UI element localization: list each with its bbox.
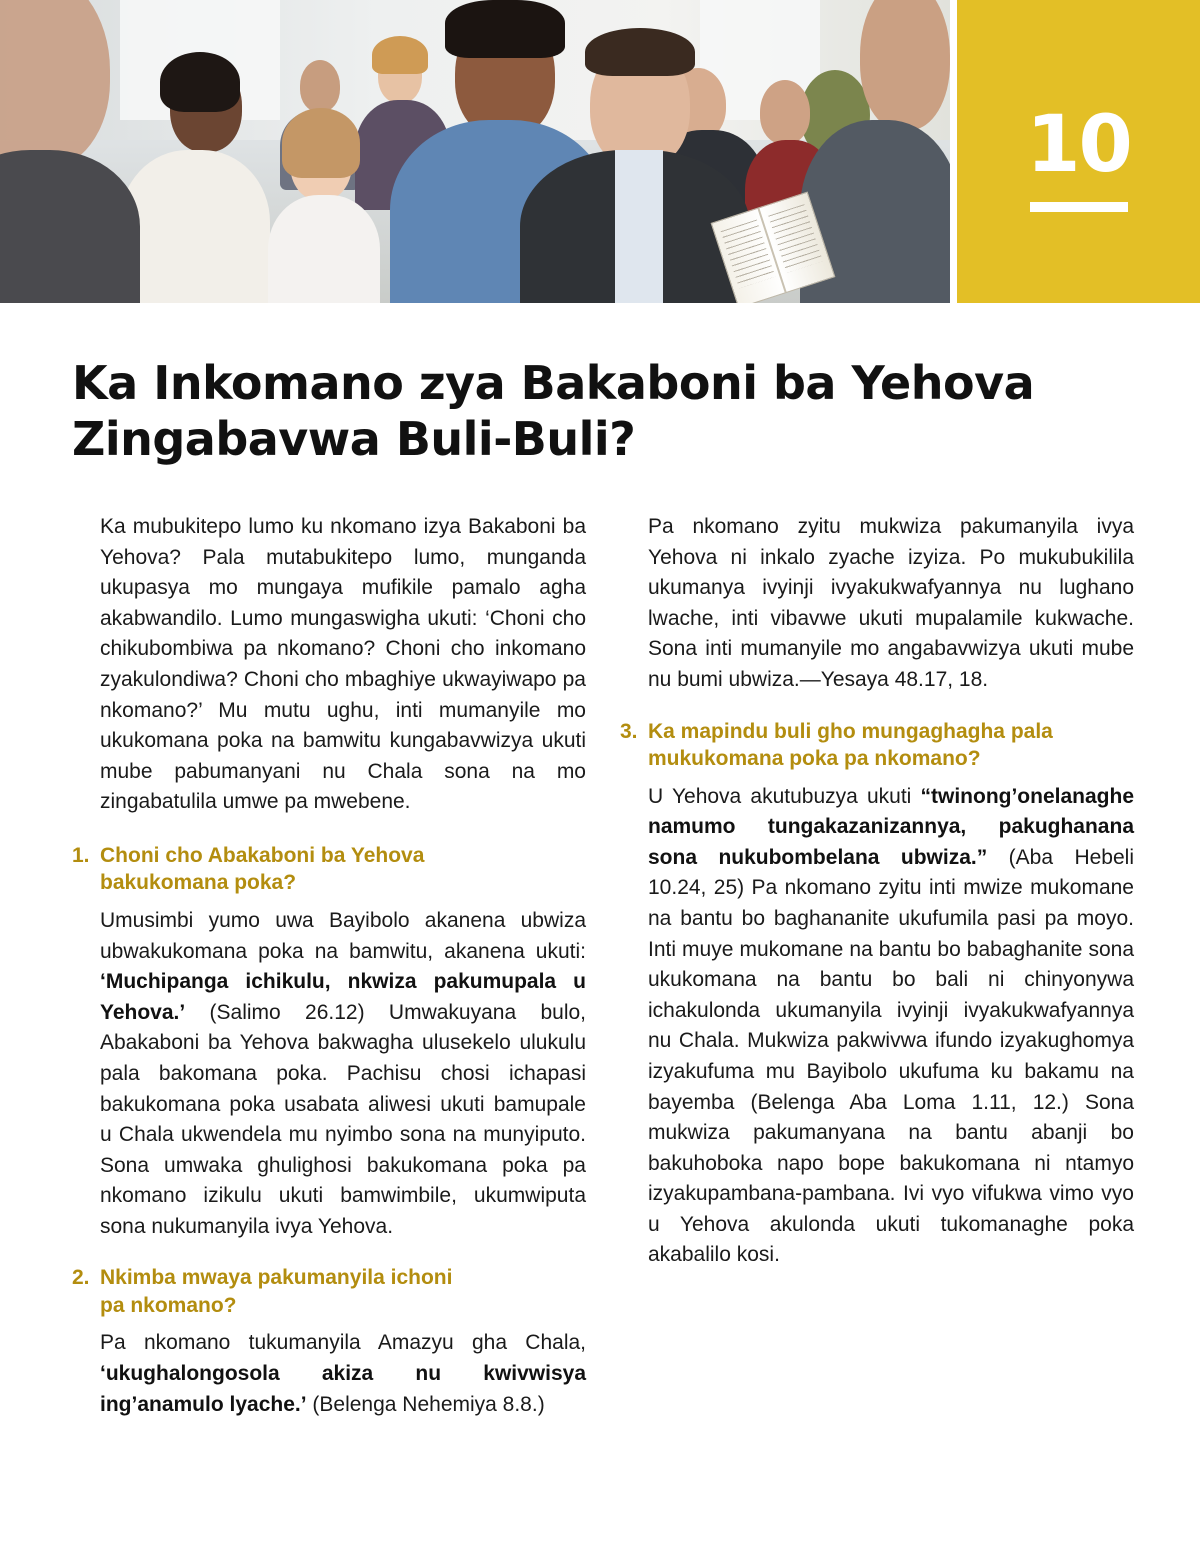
question-2-number: 2.: [72, 1266, 90, 1290]
question-2-answer-continued: Pa nkomano zyitu mukwiza pakumanyila ivya Yehova ni inkalo zyache izyiza. Po mukubukilila ukumanya ivyinji ivyakukwafyannya nu lughano lwache, inti vibavwe ukuti mupalamile kukwache. Sona inti mumanyile mo angabavwizya ukuti mube nu bumi ubwiza.—Yesaya 48.17, 18.: [648, 515, 1134, 691]
question-3-heading: [620, 718, 1134, 773]
question-1-scripture-quote: ‘Muchipanga ichikulu, nkwiza pakumupala u Yehova.’: [100, 970, 586, 1024]
question-2-answer: [72, 1328, 586, 1420]
question-1-text-b: (Salimo 26.12) Umwakuyana bulo, Abakaboni ba Yehova bakwagha ulusekelo ulukulu pala bakomana poka. Pachisu chosi ichapasi bakukomana poka usabata aliwesi ukuti bamupale u Chala ukwendela mu nyimbo sona na munyiputo. Sona umwaka ghulighosi bakukomana poka pa nkomano izikulu ukuti bamwimbile, ukumwiputa sona nukumanyila ivya Yehova.: [100, 1000, 586, 1238]
question-2-heading: [72, 1264, 586, 1319]
lesson-number: 10: [1026, 100, 1131, 190]
attendee-body: [268, 195, 380, 303]
attendee-head: [860, 0, 950, 130]
question-1-heading: [72, 842, 586, 897]
question-1-answer: [72, 906, 586, 1243]
question-1-text-a: Umusimbi yumo uwa Bayibolo akanena ubwiza ubwakukomana poka na bamwitu, akanena ukuti:: [100, 908, 586, 963]
question-1-line-1: Choni cho Abakaboni ba Yehova: [100, 843, 425, 867]
question-2-text-b: (Belenga Nehemiya 8.8.): [306, 1392, 545, 1416]
attendee-body: [0, 150, 140, 303]
attendee-hair: [585, 28, 695, 76]
question-1-number: 1.: [72, 843, 90, 867]
question-3-scripture-quote: “twinong’onelanaghe namumo tungakazanizannya, pakughanana sona nukubombelana ubwiza.”: [648, 784, 1134, 869]
intro-paragraph: Ka mubukitepo lumo ku nkomano izya Bakaboni ba Yehova? Pala mutabukitepo lumo, munganda ukupasya mo mungaya mufikile pamalo agha akabwandilo. Lumo mungaswigha ukuti: ‘Choni cho chikubombiwa pa nkomano? Choni cho inkomano zyakulondiwa? Choni cho mbaghiye ukwayiwapo pa nkomano?’ Mu mutu ughu, inti mumanyile mo ukukomana poka na bamwitu kungabavwizya ukuti mube pabumanyani nu Chala sona na mo zingabatulila umwe pa mwebene.: [100, 515, 586, 814]
hero-photo: [0, 0, 950, 303]
question-2-text-a: Pa nkomano tukumanyila Amazyu gha Chala,: [100, 1331, 586, 1355]
lesson-number-underline: [1030, 202, 1128, 212]
left-column: [72, 512, 586, 1420]
attendee-shirt: [615, 150, 663, 303]
page-title-line-2: Zingabavwa Buli-Buli?: [72, 412, 636, 466]
page-title-line-1: Ka Inkomano zya Bakaboni ba Yehova: [72, 356, 1035, 410]
attendee-hair: [282, 108, 360, 178]
question-1-line-2: bakukomana poka?: [100, 871, 297, 895]
attendee-head: [760, 80, 810, 144]
question-2-line-1: Nkimba mwaya pakumanyila ichoni: [100, 1266, 453, 1290]
attendee-head: [300, 60, 340, 112]
page-title: [72, 355, 1132, 467]
question-3-answer: [620, 782, 1134, 1272]
question-3-line-2: mukukomana poka pa nkomano?: [648, 747, 981, 771]
attendee-head: [0, 0, 110, 170]
question-2-line-2: pa nkomano?: [100, 1293, 237, 1317]
bible-text-right: [768, 204, 823, 273]
question-2-scripture-quote: ‘ukughalongosola akiza nu kwivwisya ing’anamulo lyache.’: [100, 1362, 586, 1416]
question-3-text-b: (Aba Hebeli 10.24, 25) Pa nkomano zyitu inti mwize mukomane na bantu bo baghananite ukufumila pasi pa moyo. Inti muye mukomane na bantu bo babaghanite sona ukukomana na bantu bo bali ni chinyonywa ichakulonda ukumanyila ivyinji ivyakukwafyannya nu Chala. Mukwiza pakwivwa ifundo izyakughomya izyakufuma mu Bayibolo ukufuma ku bakamu na bayemba (Belenga Aba Loma 1.11, 12.) Sona mukwiza pakumanyana na bantu abanji bo bakuhoboka napo bope bakukomana ni ntamyo izyakupambana-pambana. Ivi vyo vifukwa vimo vyo u Yehova akulonda ukuti tukomanaghe poka akabalilo kosi.: [648, 845, 1134, 1267]
attendee-hair: [445, 0, 565, 58]
bible-text-left: [721, 220, 776, 289]
right-column: [620, 512, 1134, 1271]
lesson-number-block: [957, 0, 1200, 303]
attendee-hair: [372, 36, 428, 74]
attendee-body: [120, 150, 270, 303]
question-3-line-1: Ka mapindu buli gho mungaghagha pala: [648, 719, 1053, 743]
attendee-hair: [160, 52, 240, 112]
question-3-text-a: U Yehova akutubuzya ukuti: [648, 784, 921, 808]
question-3-number: 3.: [620, 719, 638, 743]
